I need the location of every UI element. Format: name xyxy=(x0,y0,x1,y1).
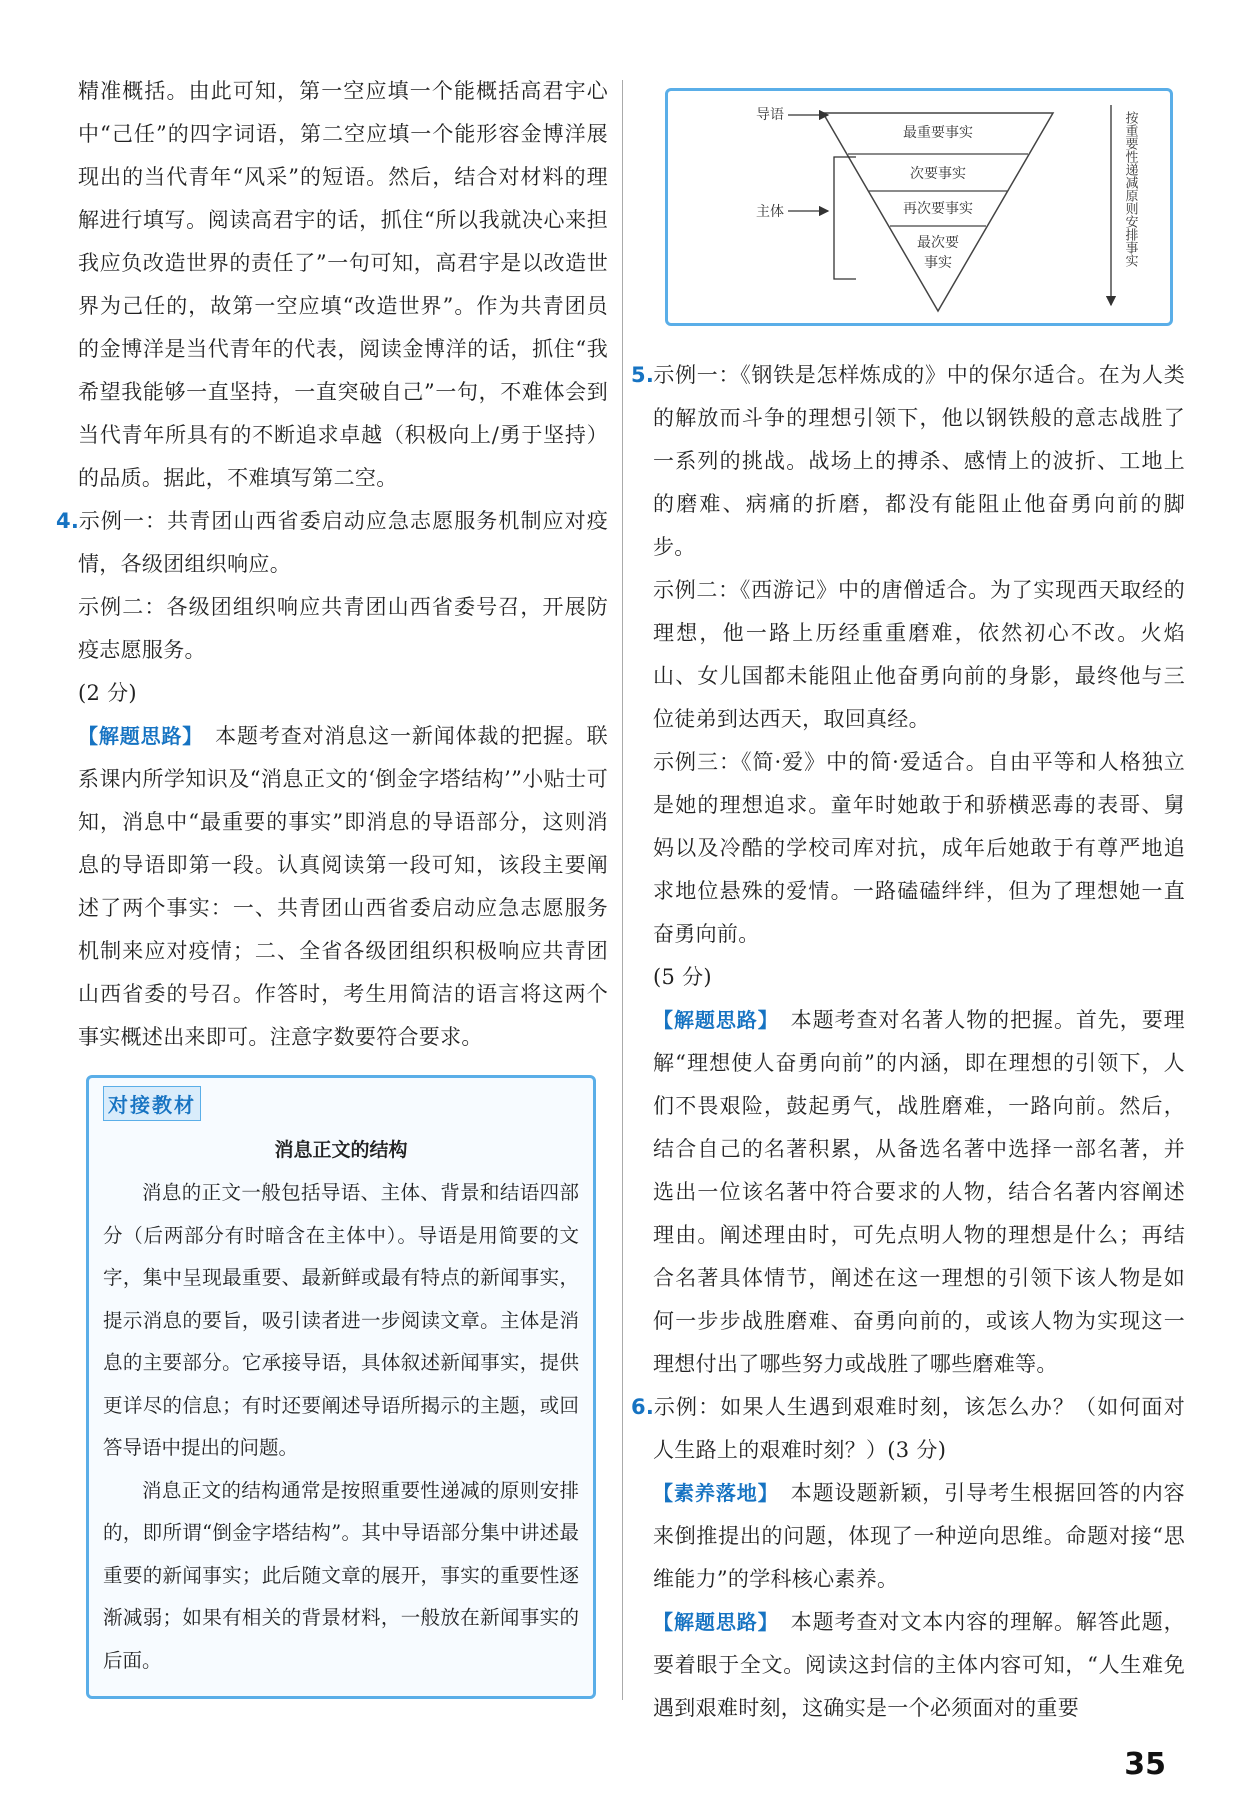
q4-example-2: 示例二：各级团组织响应共青团山西省委号召，开展防疫志愿服务。 xyxy=(78,595,608,662)
inverted-pyramid-svg xyxy=(668,91,1170,323)
right-column xyxy=(631,354,1185,1730)
q6-literacy-text: 本题设题新颖，引导考生根据回答的内容来倒推提出的问题，体现了一种逆向思维。命题对接“思维能力”的学科核心素养。 xyxy=(653,1481,1185,1591)
q6-analysis xyxy=(653,1601,1185,1730)
q5-example-1 xyxy=(631,354,1185,569)
left-column xyxy=(56,70,608,1699)
q5-score: (5 分) xyxy=(653,965,712,989)
q4-number: 4. xyxy=(56,509,80,533)
q6-analysis-text: 本题考查对文本内容的理解。解答此题，要着眼于全文。阅读这封信的主体内容可知，“人生难免遇到艰难时刻，这确实是一个必须面对的重要 xyxy=(653,1610,1185,1720)
q5-example-1-text: 示例一：《钢铁是怎样炼成的》中的保尔适合。在为人类的解放而斗争的理想引领下，他以钢铁般的意志战胜了一系列的挑战。战场上的搏杀、感情上的波折、工地上的磨难、病痛的折磨，都没有能阻止他奋勇向前的脚步。 xyxy=(653,363,1185,559)
q5-example-3: 示例三：《简·爱》中的简·爱适合。自由平等和人格独立是她的理想追求。童年时她敢于和骄横恶毒的表哥、舅妈以及冷酷的学校司库对抗，成年后她敢于有尊严地追求地位悬殊的爱情。一路磕磕绊绊，但为了理想她一直奋勇向前。 xyxy=(653,750,1185,946)
textbook-box-paragraph-1: 消息的正文一般包括导语、主体、背景和结语四部分（后两部分有时暗含在主体中）。导语是用简要的文字，集中呈现最重要、最新鲜或最有特点的新闻事实，提示消息的要旨，吸引读者进一步阅读文章。主体是消息的主要部分。它承接导语，具体叙述新闻事实，提供更详尽的信息；有时还要阐述导语所揭示的主题，或回答导语中提出的问题。 xyxy=(103,1181,579,1459)
q6-number: 6. xyxy=(631,1395,655,1419)
tier-1-label: 最重要事实 xyxy=(903,125,973,141)
q4-analysis-text: 本题考查对消息这一新闻体裁的把握。联系课内所学知识及“消息正文的‘倒金字塔结构’”小贴士可知，消息中“最重要的事实”即消息的导语部分，这则消息的导语即第一段。认真阅读第一段可知，该段主要阐述了两个事实：一、共青团山西省委启动应急志愿服务机制来应对疫情；二、全省各级团组织积极响应共青团山西省委的号召。作答时，考生用简洁的语言将这两个事实概述出来即可。注意字数要符合要求。 xyxy=(78,724,608,1049)
label-lead: 导语 xyxy=(756,107,784,123)
q4-analysis xyxy=(78,715,608,1059)
tier-3-label: 再次要事实 xyxy=(903,201,973,217)
intro-paragraph: 精准概括。由此可知，第一空应填一个能概括高君宇心中“己任”的四字词语，第二空应填一个能形容金博洋展现出的当代青年“风采”的短语。然后，结合对材料的理解进行填写。阅读高君宇的话，抓住“所以我就决心来担我应负改造世界的责任了”一句可知，高君宇是以改造世界为己任的，故第一空应填“改造世界”。作为共青团员的金博洋是当代青年的代表，阅读金博洋的话，抓住“我希望我能够一直坚持，一直突破自己”一句，不难体会到当代青年所具有的不断追求卓越（积极向上/勇于坚持）的品质。据此，不难填写第二空。 xyxy=(78,79,608,490)
side-label: 按重要性递减原则安排事实 xyxy=(1122,111,1138,267)
textbook-box-title: 对接教材 xyxy=(103,1086,201,1121)
q4-example-1-text: 示例一：共青团山西省委启动应急志愿服务机制应对疫情，各级团组织响应。 xyxy=(78,509,608,576)
body-bracket xyxy=(834,157,856,279)
tier-2-label: 次要事实 xyxy=(910,166,966,182)
tier-4-label-b: 事实 xyxy=(924,255,952,271)
q4-example-1 xyxy=(56,500,608,586)
q5-analysis-text: 本题考查对名著人物的把握。首先，要理解“理想使人奋勇向前”的内涵，即在理想的引领下，人们不畏艰险，鼓起勇气，战胜磨难，一路向前。然后，结合自己的名著积累，从备选名著中选择一部名著，并选出一位该名著中符合要求的人物，结合名著内容阐述理由。阐述理由时，可先点明人物的理想是什么；再结合名著具体情节，阐述在这一理想的引领下该人物是如何一步步战胜磨难、奋勇向前的，或该人物为实现这一理想付出了哪些努力或战胜了哪些磨难等。 xyxy=(653,1008,1185,1376)
q6-literacy-tag: 【素养落地】 xyxy=(653,1481,779,1505)
textbook-box-heading: 消息正文的结构 xyxy=(274,1139,408,1161)
q4-analysis-tag: 【解题思路】 xyxy=(78,724,204,748)
textbook-box xyxy=(86,1075,596,1699)
inverted-pyramid-diagram xyxy=(665,88,1173,326)
q5-analysis-tag: 【解题思路】 xyxy=(653,1008,779,1032)
page-number: 35 xyxy=(1124,1747,1166,1782)
q5-example-2: 示例二：《西游记》中的唐僧适合。为了实现西天取经的理想，他一路上历经重重磨难，依然初心不改。火焰山、女儿国都未能阻止他奋勇向前的身影，最终他与三位徒弟到达西天，取回真经。 xyxy=(653,578,1185,731)
q4-score: (2 分) xyxy=(78,681,137,705)
q6-example xyxy=(631,1386,1185,1472)
label-body: 主体 xyxy=(756,204,784,220)
column-divider xyxy=(622,80,623,1700)
tier-4-label-a: 最次要 xyxy=(917,235,959,251)
q5-number: 5. xyxy=(631,363,655,387)
textbook-box-paragraph-2: 消息正文的结构通常是按照重要性递减的原则安排的，即所谓“倒金字塔结构”。其中导语部分集中讲述最重要的新闻事实；此后随文章的展开，事实的重要性逐渐减弱；如果有相关的背景材料，一般放在新闻事实的后面。 xyxy=(103,1478,579,1672)
q6-literacy xyxy=(653,1472,1185,1601)
q6-analysis-tag: 【解题思路】 xyxy=(653,1610,779,1634)
q6-example-text: 示例：如果人生遇到艰难时刻，该怎么办？（如何面对人生路上的艰难时刻？）(3 分) xyxy=(653,1395,1185,1462)
q5-analysis xyxy=(653,999,1185,1386)
